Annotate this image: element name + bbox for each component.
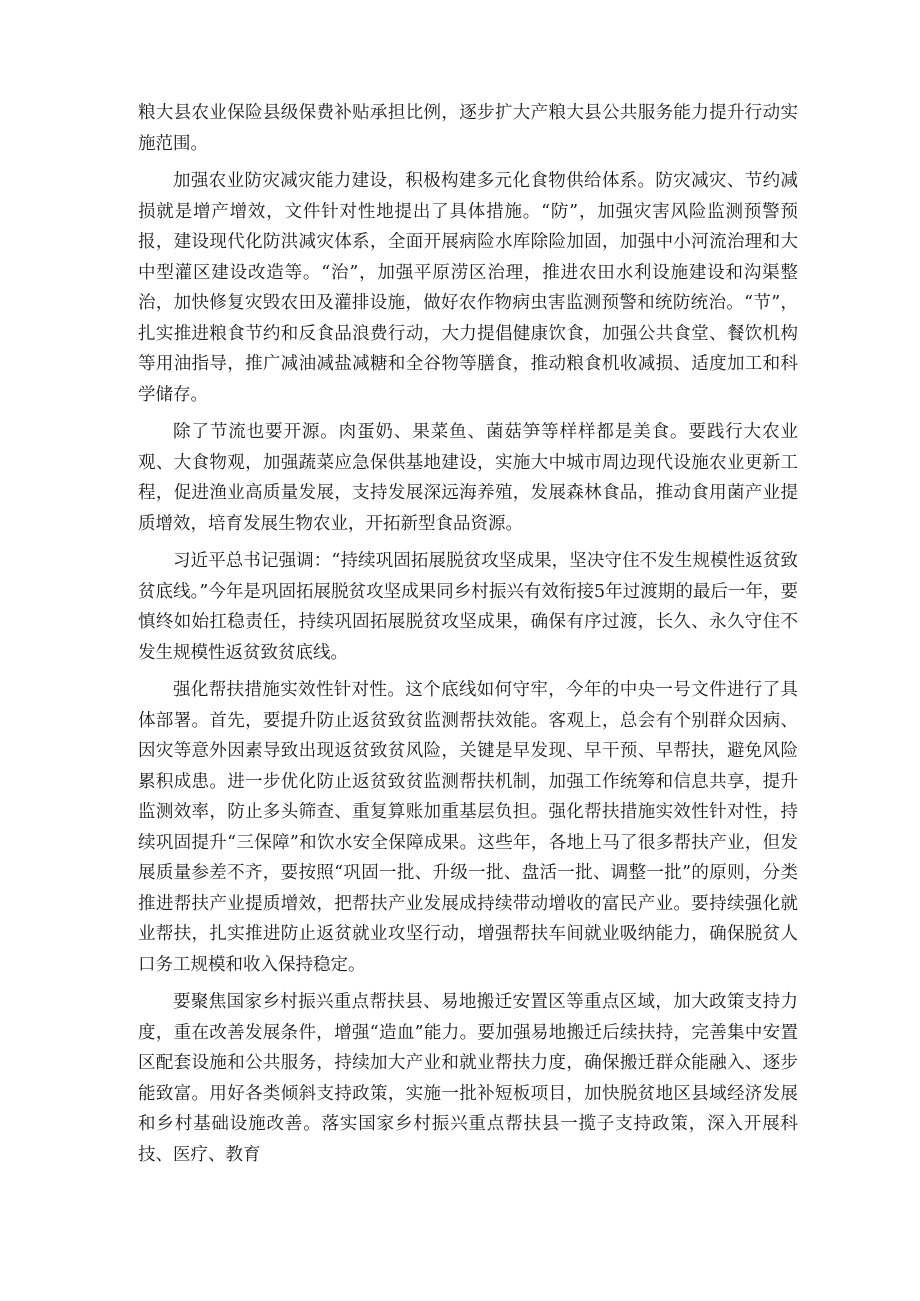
paragraph-poverty-bottom-line: 习近平总书记强调：“持续巩固拓展脱贫攻坚成果，坚决守住不发生规模性返贫致贫底线。”今年是巩固拓展脱贫攻坚成果同乡村振兴有效衔接5年过渡期的最后一年，要慎终如始扛稳责任，持续巩固拓展脱贫攻坚成果，确保有序过渡，长久、永久守住不发生规模性返贫致贫底线。 xyxy=(138,551,798,663)
paragraph-disaster-prevention: 加强农业防灾减灾能力建设，积极构建多元化食物供给体系。防灾减灾、节约减损就是增产增效，文件针对性地提出了具体措施。“防”，加强灾害风险监测预警预报，建设现代化防洪减灾体系，全面开展病险水库除险加固，加强中小河流治理和大中型灌区建设改造等。“治”，加强平原涝区治理，推进农田水利设施建设和沟渠整治，加快修复灾毁农田及灌排设施，做好农作物病虫害监测预警和统防统治。“节”，扎实推进粮食节约和反食品浪费行动，大力提倡健康饮食，加强公共食堂、餐饮机构等用油指导，推广减油减盐减糖和全谷物等膳食，推动粮食机收减损、适度加工和科学储存。 xyxy=(138,171,798,405)
document-body xyxy=(138,98,798,1177)
paragraph-assistance-measures: 强化帮扶措施实效性针对性。这个底线如何守牢，今年的中央一号文件进行了具体部署。首先，要提升防止返贫致贫监测帮扶效能。客观上，总会有个别群众因病、因灾等意外因素导致出现返贫致贫风险，关键是早发现、早干预、早帮扶，避免风险累积成患。进一步优化防止返贫致贫监测帮扶机制，加强工作统筹和信息共享，提升监测效率，防止多头筛查、重复算账加重基层负担。强化帮扶措施实效性针对性，持续巩固提升“三保障”和饮水安全保障成果。这些年，各地上马了很多帮扶产业，但发展质量参差不齐，要按照“巩固一批、升级一批、盘活一批、调整一批”的原则，分类推进帮扶产业提质增效，把帮扶产业发展成持续带动增收的富民产业。要持续强化就业帮扶，扎实推进防止返贫就业攻坚行动，增强帮扶车间就业吸纳能力，确保脱贫人口务工规模和收入保持稳定。 xyxy=(138,680,798,975)
paragraph-continuation: 粮大县农业保险县级保费补贴承担比例，逐步扩大产粮大县公共服务能力提升行动实施范围。 xyxy=(138,103,798,154)
paragraph-food-sources: 除了节流也要开源。肉蛋奶、果菜鱼、菌菇笋等样样都是美食。要践行大农业观、大食物观，加强蔬菜应急保供基地建设，实施大中城市周边现代设施农业更新工程，促进渔业高质量发展，支持发展深远海养殖，发展森林食品，推动食用菌产业提质增效，培育发展生物农业，开拓新型食品资源。 xyxy=(138,422,798,534)
paragraph-key-regions: 要聚焦国家乡村振兴重点帮扶县、易地搬迁安置区等重点区域，加大政策支持力度，重在改善发展条件，增强“造血”能力。要加强易地搬迁后续扶持，完善集中安置区配套设施和公共服务，持续加大产业和就业帮扶力度，确保搬迁群众能融入、逐步能致富。用好各类倾斜支持政策，实施一批补短板项目，加快脱贫地区县域经济发展和乡村基础设施改善。落实国家乡村振兴重点帮扶县一揽子支持政策，深入开展科技、医疗、教育 xyxy=(138,992,798,1165)
